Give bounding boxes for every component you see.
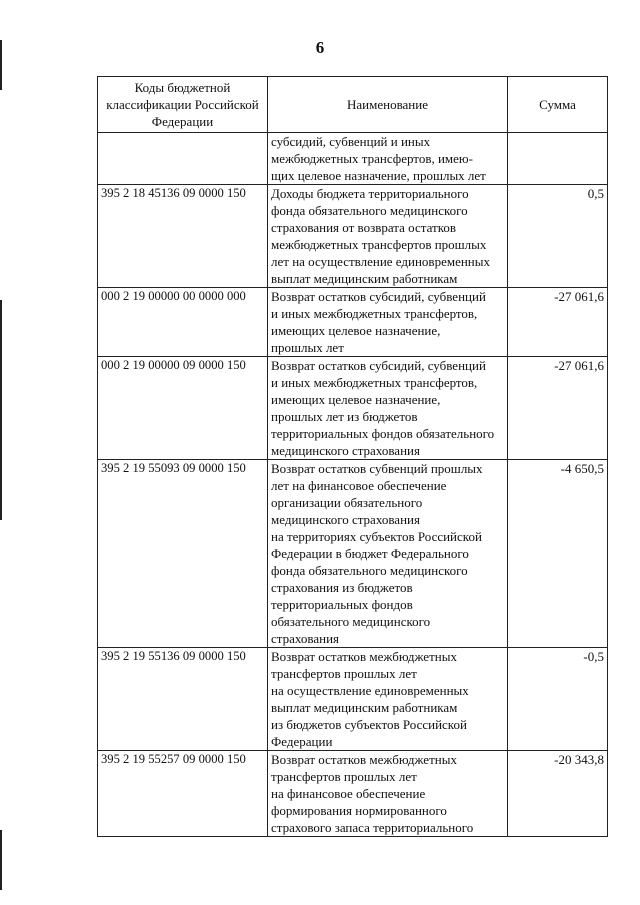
item-name: Возврат остатков межбюджетных трансфертов прошлых лет на осуществление единовременных выплат медицинским работникам из бюджетов субъектов Российской Федерации	[268, 648, 508, 751]
table-header-row	[98, 77, 608, 133]
item-name: Возврат остатков субсидий, субвенций и иных межбюджетных трансфертов, имеющих целевое назначение, прошлых лет из бюджетов территориальных фондов обязательного медицинского страхования	[268, 357, 508, 460]
item-name: Возврат остатков субвенций прошлых лет на финансовое обеспечение организации обязательного медицинского страхования на территориях субъектов Российской Федерации в бюджет Федерального фонда обязательного медицинского страхования из бюджетов территориальных фондов обязательного медицинского страхования	[268, 460, 508, 648]
item-name: Возврат остатков субсидий, субвенций и иных межбюджетных трансфертов, имеющих целевое назначение, прошлых лет	[268, 288, 508, 357]
budget-code: 395 2 19 55257 09 0000 150	[98, 751, 268, 837]
table-row	[98, 460, 608, 648]
budget-code: 395 2 19 55093 09 0000 150	[98, 460, 268, 648]
budget-table	[97, 76, 608, 837]
column-header-sum: Сумма	[508, 77, 608, 133]
item-sum: -27 061,6	[508, 357, 608, 460]
item-sum: -4 650,5	[508, 460, 608, 648]
item-sum: -27 061,6	[508, 288, 608, 357]
table-row	[98, 288, 608, 357]
item-sum: -0,5	[508, 648, 608, 751]
table-row	[98, 751, 608, 837]
page-number: 6	[315, 38, 325, 57]
item-name: Доходы бюджета территориального фонда обязательного медицинского страхования от возврата остатков межбюджетных трансфертов прошлых лет на осуществление единовременных выплат медицинским работникам	[268, 185, 508, 288]
table-row	[98, 357, 608, 460]
budget-code: 000 2 19 00000 09 0000 150	[98, 357, 268, 460]
column-header-code: Коды бюджетной классификации Российской Федерации	[98, 77, 268, 133]
item-sum	[508, 133, 608, 185]
scan-edge-mark	[0, 40, 2, 90]
budget-code	[98, 133, 268, 185]
item-sum: -20 343,8	[508, 751, 608, 837]
budget-code: 395 2 18 45136 09 0000 150	[98, 185, 268, 288]
item-sum: 0,5	[508, 185, 608, 288]
scan-edge-mark	[0, 300, 2, 520]
item-name: субсидий, субвенций и иных межбюджетных трансфертов, имею- щих целевое назначение, прошлых лет	[268, 133, 508, 185]
item-name: Возврат остатков межбюджетных трансфертов прошлых лет на финансовое обеспечение формирования нормированного страхового запаса территориального	[268, 751, 508, 837]
table-row	[98, 133, 608, 185]
budget-code: 000 2 19 00000 00 0000 000	[98, 288, 268, 357]
table-row	[98, 185, 608, 288]
table-row	[98, 648, 608, 751]
budget-code: 395 2 19 55136 09 0000 150	[98, 648, 268, 751]
column-header-name: Наименование	[268, 77, 508, 133]
scan-edge-mark	[0, 830, 2, 890]
